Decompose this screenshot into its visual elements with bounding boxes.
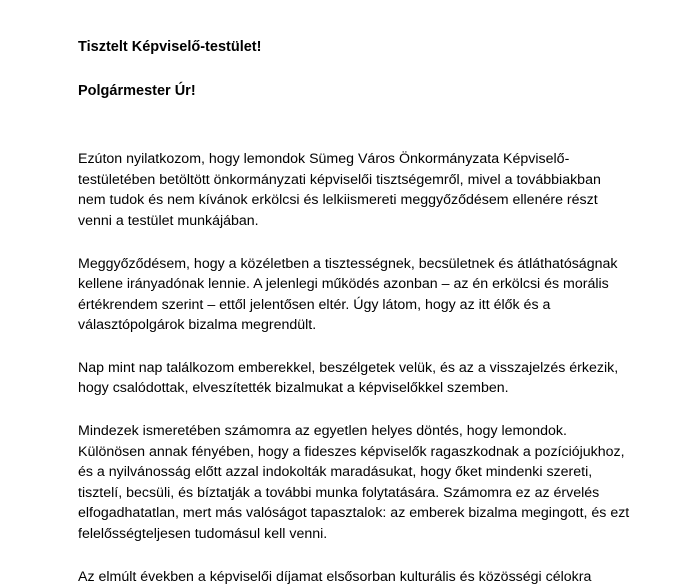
- paragraph-decision: Mindezek ismeretében számomra az egyetlen helyes döntés, hogy lemondok. Különösen annak fényében, hogy a fideszes képviselők ragaszkodnak a pozíciójukhoz, és a nyilvánosság előtt azzal indokolták maradásukat, hogy őket mindenki szereti, tisztelí, becsüli, és bíztatják a további munka folytatására. Számomra ez az érvelés elfogadhatatlan, mert más valóságot tapasztalok: az emberek bizalma megingott, és ezt felelősségteljesen tudomásul kell venni.: [78, 423, 630, 543]
- paragraph-public-feedback: Nap mint nap találkozom emberekkel, beszélgetek velük, és az a visszajelzés érkezik, hogy csalódottak, elveszítették bizalmukat a képviselőkkel szemben.: [78, 359, 619, 397]
- salutation-heading-mayor: Polgármester Úr!: [78, 82, 196, 99]
- salutation-heading-council: Tisztelt Képviselő-testület!: [78, 39, 262, 55]
- paragraph-resignation-statement: Ezúton nyilatkozom, hogy lemondok Sümeg Város Önkormányzata Képviselő-testületében betöltött önkormányzati képviselői tisztségemről, mivel a továbbiakban nem tudok és nem kívánok erkölcsi és lelkiismereti meggyőződésem ellenére részt venni a testület munkájában.: [78, 151, 601, 229]
- paragraph-conviction: Meggyőződésem, hogy a közéletben a tisztességnek, becsületnek és átláthatóságnak kellene irányadónak lennie. A jelenlegi működés azonban – az én erkölcsi és morális értékrendem szerint – ettől jelentősen eltér. Úgy látom, hogy az itt élők és a választópolgárok bizalma megrendült.: [78, 255, 618, 334]
- paragraph-allowance-cut-off: Az elmúlt években a képviselői díjamat elsősorban kulturális és közösségi célokra: [78, 568, 592, 585]
